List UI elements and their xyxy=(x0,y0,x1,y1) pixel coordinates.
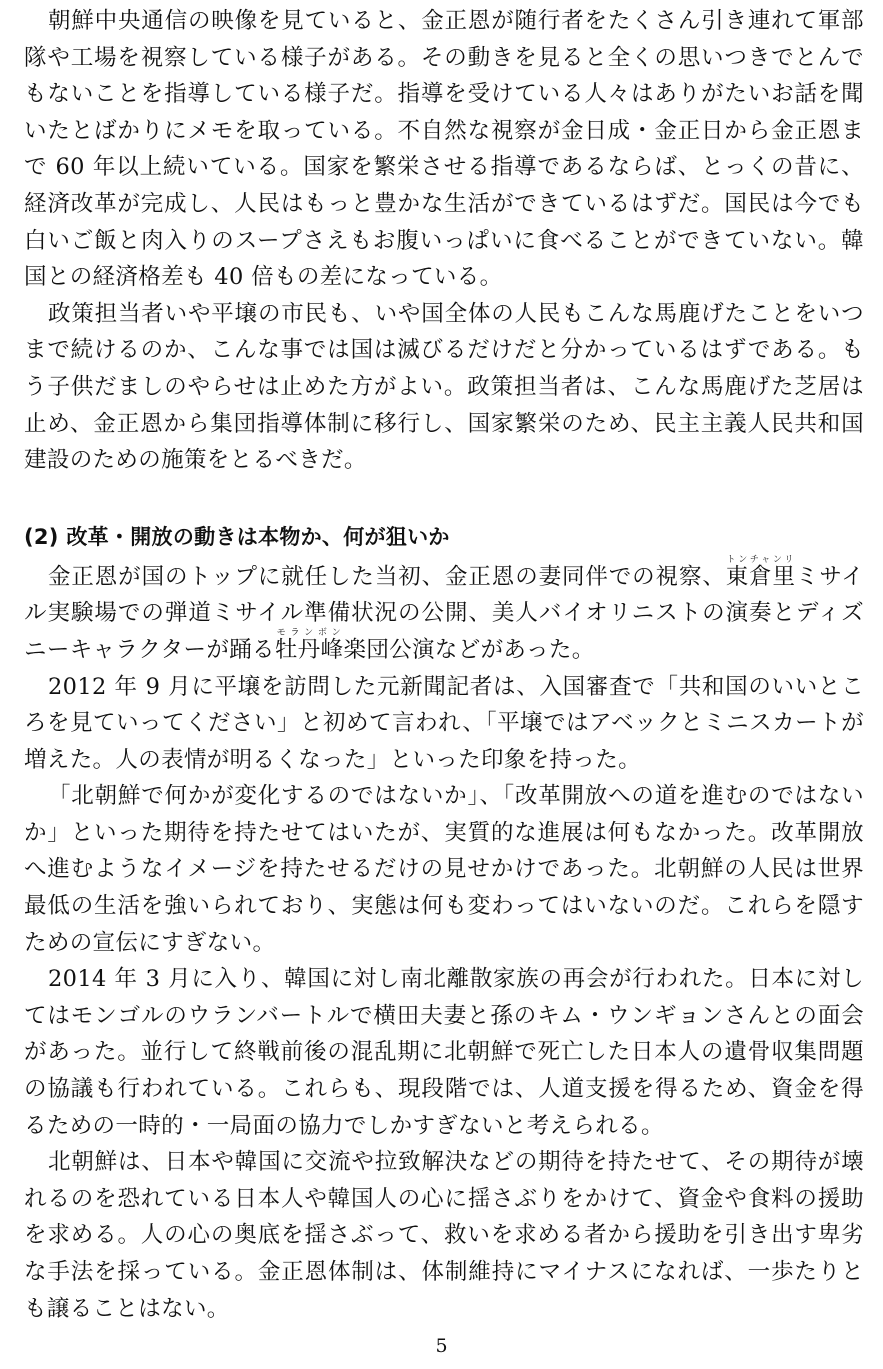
paragraph-family-reunions: 2014 年 3 月に入り、韓国に対し南北離散家族の再会が行われた。日本に対してはモンゴルのウランバートルで横田夫妻と孫のキム・ウンギョンさんとの面会があった。並行して終戦前後の混乱期に北朝鮮で死亡した日本人の遺骨収集問題の協議も行われている。これらも、現段階では、人道支援を得るため、資金を得るための一時的・一局面の協力でしかすぎないと考えられる。 xyxy=(24,966,864,1139)
ruby-reading-moranbong: モランボン xyxy=(274,627,344,638)
paragraph-policy-makers: 政策担当者いや平壌の市民も、いや国全体の人民もこんな馬鹿げたことをいつまで続けるのか、こんな事では国は滅びるだけだと分かっているはずである。もう子供だましのやらせは止めた方がよい。政策担当者は、こんな馬鹿げた芝居は止め、金正恩から集団指導体制に移行し、国家繁栄のため、民主主義人民共和国建設のための施策をとるべきだ。 xyxy=(24,300,864,474)
ruby-base-tongchangri: 東倉里 xyxy=(725,563,796,590)
ruby-tongchangri xyxy=(725,554,796,590)
ruby-moranbong xyxy=(274,627,344,663)
paragraph-journalist-visit: 2012 年 9 月に平壌を訪問した元新聞記者は、入国審査で「共和国のいいところを見ていってください」と初めて言われ、「平壌ではアベックとミニスカートが増えた。人の表情が明るくなった」といった印象を持った。 xyxy=(24,673,864,773)
paragraph-early-reign xyxy=(24,555,864,669)
ruby-base-moranbong: 牡丹峰 xyxy=(274,636,344,663)
paragraph-aid-tactics: 北朝鮮は、日本や韓国に交流や拉致解決などの期待を持たせて、その期待が壊れるのを恐れている日本人や韓国人の心に揺さぶりをかけて、資金や食料の援助を求める。人の心の奥底を揺さぶって、救いを求める者から援助を引き出す卑劣な手法を採っている。金正恩体制は、体制維持にマイナスになれば、一歩たりとも譲ることはない。 xyxy=(24,1149,864,1322)
page-number: 5 xyxy=(435,1335,448,1357)
ruby-reading-tongchangri: トンチャンリ xyxy=(725,554,796,565)
early-reign-text-c: 楽団公演などがあった。 xyxy=(343,636,595,663)
early-reign-text-b: ミサイル実験場での弾道ミサイル準備状況の公開、美人バイオリニストの演奏とディズニーキャラクターが踊る xyxy=(24,563,864,663)
body-text xyxy=(24,0,864,1327)
section-heading: (2) 改革・開放の動きは本物か、何が狙いか xyxy=(24,524,450,549)
paragraph-no-real-progress: 「北朝鮮で何かが変化するのではないか」、「改革開放への道を進むのではないか」といった期待を持たせてはいたが、実質的な進展は何もなかった。改革開放へ進むようなイメージを持たせるだけの見せかけであった。北朝鮮の人民は世界最低の生活を強いられており、実態は何も変わってはいないのだ。これらを隠すための宣伝にすぎない。 xyxy=(24,783,864,956)
paragraph-kim-inspections: 朝鮮中央通信の映像を見ていると、金正恩が随行者をたくさん引き連れて軍部隊や工場を視察している様子がある。その動きを見ると全くの思いつきでとんでもないことを指導している様子だ。指導を受けている人々はありがたいお話を聞いたとばかりにメモを取っている。不自然な視察が金日成・金正日から金正恩まで 60 年以上続いている。国家を繁栄させる指導であるならば、とっくの昔に、経済改革が完成し、人民はもっと豊かな生活ができているはずだ。国民は今でも白いご飯と肉入りのスープさえもお腹いっぱいに食べることができていない。韓国との経済格差も 40 倍もの差になっている。 xyxy=(24,8,864,291)
early-reign-text-a: 金正恩が国のトップに就任した当初、金正恩の妻同伴での視察、 xyxy=(48,563,726,590)
